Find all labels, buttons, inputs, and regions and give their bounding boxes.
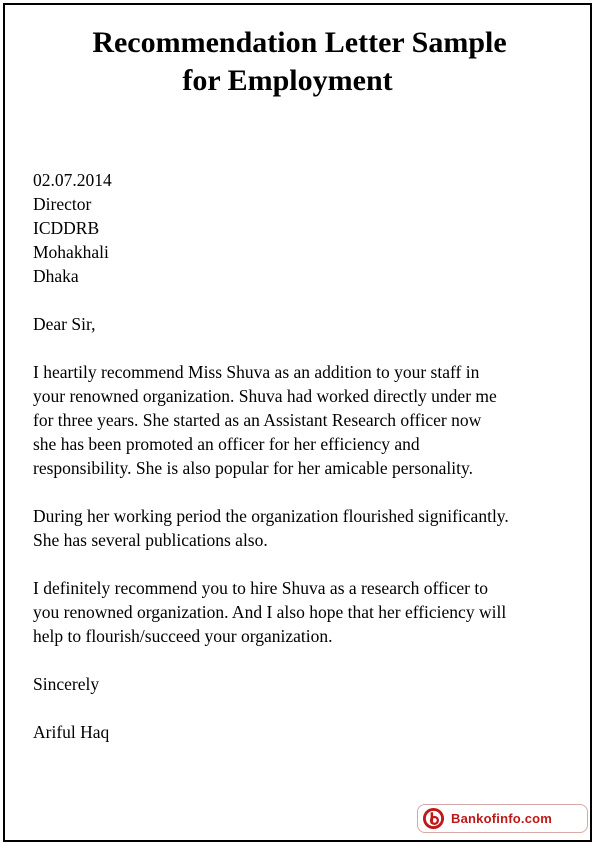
salutation: Dear Sir,	[33, 314, 96, 334]
paragraph-line: help to flourish/succeed your organization.	[33, 626, 333, 646]
page-title	[0, 24, 599, 100]
recipient-line: Dhaka	[33, 266, 79, 286]
b-logo-icon	[422, 807, 445, 830]
watermark-text: Bankofinfo.com	[451, 811, 553, 826]
title-line-1: Recommendation Letter Sample	[92, 26, 507, 59]
recipient-line: Mohakhali	[33, 242, 109, 262]
paragraph-line: for three years. She started as an Assistant Research officer now	[33, 410, 482, 430]
paragraph-working-period	[33, 504, 588, 552]
closing: Sincerely	[33, 674, 100, 694]
watermark-badge	[417, 804, 588, 833]
paragraph-line: your renowned organization. Shuva had worked directly under me	[33, 386, 497, 406]
title-line-2: for Employment	[182, 64, 393, 97]
recipient-line: Director	[33, 194, 92, 214]
signature-name: Ariful Haq	[33, 722, 110, 742]
paragraph-line: she has been promoted an officer for her efficiency and	[33, 434, 420, 454]
paragraph-line: I heartily recommend Miss Shuva as an addition to your staff in	[33, 362, 480, 382]
letter-body	[33, 168, 588, 744]
letter-address-block	[33, 168, 588, 288]
paragraph-line: I definitely recommend you to hire Shuva as a research officer to	[33, 578, 488, 598]
letter-date: 02.07.2014	[33, 170, 112, 190]
paragraph-line: responsibility. She is also popular for her amicable personality.	[33, 458, 473, 478]
paragraph-line: you renowned organization. And I also hope that her efficiency will	[33, 602, 507, 622]
paragraph-line: She has several publications also.	[33, 530, 268, 550]
paragraph-line: During her working period the organization flourished significantly.	[33, 506, 509, 526]
paragraph-hire-recommendation	[33, 576, 588, 648]
recipient-line: ICDDRB	[33, 218, 100, 238]
paragraph-recommendation	[33, 360, 588, 480]
